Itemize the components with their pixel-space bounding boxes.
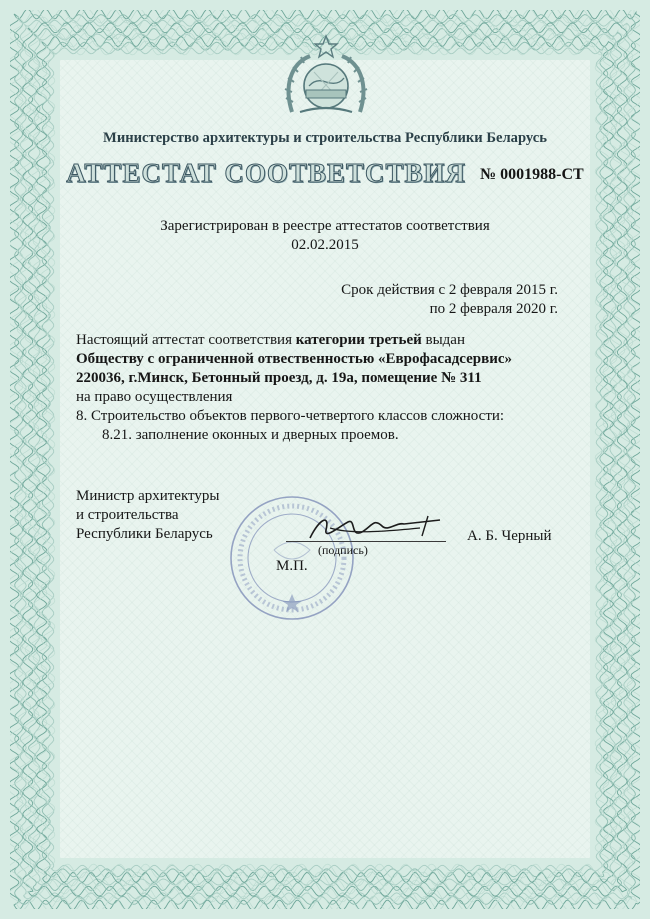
issue-prefix: Настоящий аттестат соответствия bbox=[76, 332, 292, 348]
registration-date: 02.02.2015 bbox=[291, 237, 359, 253]
activity-item: 8. Строительство объектов первого-четвертого классов сложности: bbox=[76, 408, 505, 424]
issue-category: категории третьей bbox=[295, 332, 422, 348]
minister-line-1: Министр архитектуры bbox=[76, 488, 220, 504]
issue-suffix: выдан bbox=[425, 332, 465, 348]
stamp-label: М.П. bbox=[276, 558, 308, 574]
title-row bbox=[0, 158, 650, 189]
validity-from: Срок действия с 2 февраля 2015 г. bbox=[341, 282, 558, 298]
subactivity-item: 8.21. заполнение оконных и дверных проемов. bbox=[102, 427, 399, 443]
company-address: 220036, г.Минск, Бетонный проезд, д. 19а, помещение № 311 bbox=[76, 370, 482, 386]
company-name: Обществу с ограниченной отвественностью «Еврофасадсервис» bbox=[76, 351, 513, 367]
minister-line-2: и строительства bbox=[76, 507, 179, 523]
right-text: на право осуществления bbox=[76, 389, 233, 405]
minister-title bbox=[76, 487, 220, 544]
signer-name: А. Б. Черный bbox=[467, 528, 552, 544]
validity-to: по 2 февраля 2020 г. bbox=[429, 301, 558, 317]
certificate-body bbox=[76, 331, 512, 445]
certificate-title: АТТЕСТАТ СООТВЕТСТВИЯ bbox=[66, 158, 467, 188]
state-emblem-icon bbox=[276, 32, 376, 120]
ministry-header: Министерство архитектуры и строительства Республики Беларусь bbox=[103, 130, 547, 146]
minister-line-3: Республики Беларусь bbox=[76, 526, 213, 542]
registration-block bbox=[0, 217, 650, 255]
issue-line bbox=[76, 331, 512, 350]
signature-image bbox=[300, 508, 450, 548]
registration-text: Зарегистрирован в реестре аттестатов соответствия bbox=[160, 218, 490, 234]
certificate-number: № 0001988-СТ bbox=[480, 166, 584, 183]
validity-block bbox=[341, 281, 558, 319]
signature-hint: (подпись) bbox=[318, 543, 368, 557]
